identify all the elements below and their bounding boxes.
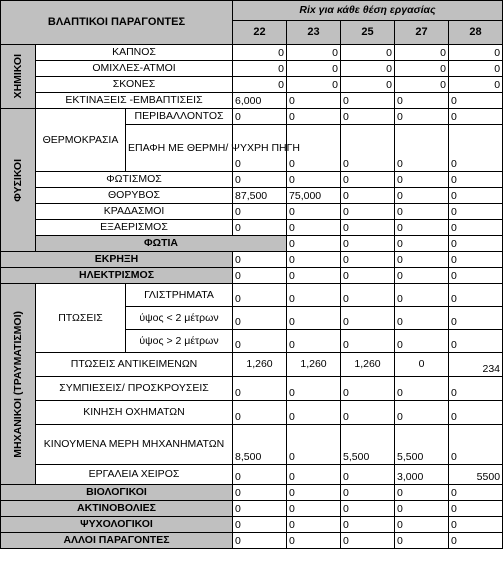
value-cell: 0 [233, 109, 287, 125]
factor-label: ΕΚΤΙΝΑΞΕΙΣ -ΕΜΒΑΠΤΙΣΕΙΣ [36, 93, 233, 109]
value-cell: 0 [341, 330, 395, 353]
factor-label: ΗΛΕΚΤΡΙΣΜΟΣ [1, 268, 233, 284]
value-cell: 0 [395, 172, 449, 188]
factor-label: ΚΡΑΔΑΣΜΟΙ [36, 204, 233, 220]
group-row [1, 252, 503, 268]
value-cell: 0 [233, 401, 287, 425]
value-cell: 0 [395, 517, 449, 533]
table-row [1, 45, 503, 61]
value-cell: 0 [233, 465, 287, 485]
factor-label: ΚΑΠΝΟΣ [36, 45, 233, 61]
group-row [1, 268, 503, 284]
value-cell: 0 [287, 425, 341, 465]
value-cell: 0 [449, 268, 503, 284]
value-cell: 0 [287, 307, 341, 330]
value-cell: 0 [233, 307, 287, 330]
value-cell: 0 [449, 284, 503, 307]
value-cell: 0 [341, 307, 395, 330]
value-cell: 0 [341, 109, 395, 125]
table-row [1, 284, 503, 307]
value-cell: 0 [395, 377, 449, 401]
temperature-label: ΘΕΡΜΟΚΡΑΣΙΑ [36, 109, 126, 172]
value-cell: 0 [233, 268, 287, 284]
factor-label: ύψος < 2 μέτρων [126, 307, 233, 330]
value-cell: 0 [395, 330, 449, 353]
value-cell: 0 [449, 204, 503, 220]
value-cell: 0 [395, 77, 449, 93]
table-row [1, 220, 503, 236]
value-cell: 0 [341, 284, 395, 307]
value-cell: 0 [449, 485, 503, 501]
value-cell: 0 [395, 353, 449, 377]
value-cell: 1,260 [233, 353, 287, 377]
value-cell: 0 [287, 268, 341, 284]
value-cell: 0 [395, 268, 449, 284]
value-cell: 0 [233, 284, 287, 307]
value-cell: 5,500 [341, 425, 395, 465]
value-cell: 5,500 [395, 425, 449, 465]
value-cell: 0 [341, 188, 395, 204]
value-cell: 1,260 [287, 353, 341, 377]
value-cell: 0 [395, 284, 449, 307]
value-cell: 0 [233, 330, 287, 353]
category-label [1, 109, 36, 252]
falls-label: ΠΤΩΣΕΙΣ [36, 284, 126, 353]
value-cell: 0 [395, 188, 449, 204]
table-row [1, 77, 503, 93]
table-row [1, 188, 503, 204]
value-cell: 0 [341, 93, 395, 109]
value-cell: 0 [449, 252, 503, 268]
value-cell: 0 [341, 61, 395, 77]
value-cell: 0 [341, 533, 395, 549]
position-header: 28 [449, 21, 503, 45]
value-cell: 0 [449, 330, 503, 353]
category-label [1, 284, 36, 485]
factor-label: ΕΡΓΑΛΕΙΑ ΧΕΙΡΟΣ [36, 465, 233, 485]
value-cell: 0 [233, 220, 287, 236]
table-row [1, 465, 503, 485]
value-cell: 0 [449, 517, 503, 533]
category-label-text: ΧΗΜΙΚΟΙ [11, 54, 24, 99]
table-row [1, 425, 503, 465]
value-cell: 0 [233, 533, 287, 549]
value-cell: 1,260 [341, 353, 395, 377]
group-row [1, 501, 503, 517]
value-cell: 0 [287, 252, 341, 268]
value-cell: 0 [341, 501, 395, 517]
value-cell: 87,500 [233, 188, 287, 204]
value-cell: 0 [395, 236, 449, 252]
value-cell: 75,000 [287, 188, 341, 204]
value-cell: 0 [449, 109, 503, 125]
position-header: 22 [233, 21, 287, 45]
value-cell: 234 [449, 353, 503, 377]
group-row [1, 517, 503, 533]
value-cell: 5500 [449, 465, 503, 485]
value-cell: 0 [395, 125, 449, 172]
value-cell: 0 [287, 533, 341, 549]
table-row [1, 377, 503, 401]
value-cell: 0 [287, 77, 341, 93]
category-label [1, 45, 36, 109]
value-cell: 0 [287, 109, 341, 125]
factor-label: ΘΟΡΥΒΟΣ [36, 188, 233, 204]
value-cell: 0 [233, 172, 287, 188]
value-cell: 0 [287, 204, 341, 220]
value-cell: 0 [395, 204, 449, 220]
value-cell: 0 [449, 533, 503, 549]
table-row [1, 353, 503, 377]
factor-label: ΑΚΤΙΝΟΒΟΛΙΕΣ [1, 501, 233, 517]
position-header: 25 [341, 21, 395, 45]
position-header: 27 [395, 21, 449, 45]
value-cell: 0 [233, 45, 287, 61]
value-cell: 0 [449, 401, 503, 425]
value-cell: 0 [395, 61, 449, 77]
factor-label: ΓΛΙΣΤΡΗΜΑΤΑ [126, 284, 233, 307]
factor-label: ύψος > 2 μέτρων [126, 330, 233, 353]
value-cell: 0 [449, 61, 503, 77]
factor-label: ΚΙΝΟΥΜΕΝΑ ΜΕΡΗ ΜΗΧΑΝΗΜΑΤΩΝ [36, 425, 233, 465]
value-cell: 0 [287, 330, 341, 353]
value-cell: 0 [449, 125, 503, 172]
value-cell: 0 [287, 377, 341, 401]
value-cell: 0 [449, 501, 503, 517]
value-cell: 0 [449, 172, 503, 188]
value-cell: 0 [233, 252, 287, 268]
value-cell: 0 [341, 125, 395, 172]
table-body [1, 1, 503, 549]
table-row [1, 109, 503, 125]
value-cell: 0 [449, 425, 503, 465]
value-cell: 0 [287, 220, 341, 236]
group-row [1, 236, 503, 252]
value-cell: 0 [233, 61, 287, 77]
value-cell: 8,500 [233, 425, 287, 465]
value-cell: 0 [395, 485, 449, 501]
value-cell: 0 [341, 377, 395, 401]
factor-label: ΕΚΡΗΞΗ [1, 252, 233, 268]
value-cell: 0 [287, 401, 341, 425]
value-cell: 0 [233, 485, 287, 501]
factor-label: ΕΠΑΦΗ ΜΕ ΘΕΡΜΗ/ ΨΥΧΡΗ ΠΗΓΗ [126, 125, 233, 172]
value-cell: 3,000 [395, 465, 449, 485]
value-cell: 0 [341, 172, 395, 188]
value-cell: 0 [395, 93, 449, 109]
value-cell: 0 [449, 77, 503, 93]
value-cell: 0 [449, 307, 503, 330]
factor-label: ΒΙΟΛΟΓΙΚΟΙ [1, 485, 233, 501]
position-header: 23 [287, 21, 341, 45]
value-cell: 0 [395, 501, 449, 517]
factor-label: ΟΜΙΧΛΕΣ-ΑΤΜΟΙ [36, 61, 233, 77]
value-cell: 6,000 [233, 93, 287, 109]
value-cell: 0 [287, 236, 341, 252]
factor-label: ΣΥΜΠΙΕΣΕΙΣ/ ΠΡΟΣΚΡΟΥΣΕΙΣ [36, 377, 233, 401]
value-cell: 0 [341, 220, 395, 236]
factor-label: ΠΤΩΣΕΙΣ ΑΝΤΙΚΕΙΜΕΝΩΝ [36, 353, 233, 377]
value-cell: 0 [341, 268, 395, 284]
factor-label: ΦΩΤΙΑ [36, 236, 287, 252]
value-cell: 0 [341, 77, 395, 93]
value-cell: 0 [395, 252, 449, 268]
value-cell: 0 [287, 485, 341, 501]
value-cell: 0 [287, 501, 341, 517]
value-cell: 0 [395, 45, 449, 61]
group-row [1, 485, 503, 501]
value-cell: 0 [287, 61, 341, 77]
header-row [1, 1, 503, 21]
value-cell: 0 [233, 204, 287, 220]
value-cell: 0 [287, 465, 341, 485]
value-cell: 0 [449, 220, 503, 236]
value-cell: 0 [395, 307, 449, 330]
factor-label: ΦΩΤΙΣΜΟΣ [36, 172, 233, 188]
table-row [1, 61, 503, 77]
table-row [1, 204, 503, 220]
factor-label: ΠΕΡΙΒΑΛΛΟΝΤΟΣ [126, 109, 233, 125]
factor-label: ΨΥΧΟΛΟΓΙΚΟΙ [1, 517, 233, 533]
value-cell: 0 [449, 188, 503, 204]
value-cell: 0 [287, 172, 341, 188]
value-cell: 0 [395, 401, 449, 425]
value-cell: 0 [395, 533, 449, 549]
table-row [1, 401, 503, 425]
value-cell: 0 [287, 517, 341, 533]
value-cell: 0 [233, 125, 287, 172]
value-cell: 0 [449, 236, 503, 252]
group-row [1, 533, 503, 549]
value-cell: 0 [341, 517, 395, 533]
value-cell: 0 [233, 517, 287, 533]
value-cell: 0 [287, 45, 341, 61]
category-label-text: ΦΥΣΙΚΟΙ [11, 158, 24, 202]
factor-label: ΚΙΝΗΣΗ ΟΧΗΜΑΤΩΝ [36, 401, 233, 425]
value-cell: 0 [449, 377, 503, 401]
value-cell: 0 [341, 485, 395, 501]
table-row [1, 93, 503, 109]
value-cell: 0 [233, 501, 287, 517]
value-cell: 0 [395, 109, 449, 125]
value-cell: 0 [341, 45, 395, 61]
value-cell: 0 [233, 377, 287, 401]
value-cell: 0 [287, 93, 341, 109]
value-cell: 0 [287, 125, 341, 172]
factor-label: ΣΚΟΝΕΣ [36, 77, 233, 93]
table-row [1, 172, 503, 188]
value-cell: 0 [341, 401, 395, 425]
value-cell: 0 [449, 93, 503, 109]
value-cell: 0 [341, 204, 395, 220]
risk-title: Rix για κάθε θέση εργασίας [233, 1, 503, 21]
category-label-text: ΜΗΧΑΝΙΚΟΙ (ΤΡΑΥΜΑΤΙΣΜΟΙ) [11, 310, 24, 458]
value-cell: 0 [233, 77, 287, 93]
value-cell: 0 [341, 236, 395, 252]
value-cell: 0 [341, 252, 395, 268]
factor-label: ΑΛΛΟΙ ΠΑΡΑΓΟΝΤΕΣ [1, 533, 233, 549]
value-cell: 0 [341, 465, 395, 485]
value-cell: 0 [395, 220, 449, 236]
value-cell: 0 [287, 284, 341, 307]
factors-title: ΒΛΑΠΤΙΚΟΙ ΠΑΡΑΓΟΝΤΕΣ [1, 1, 233, 45]
value-cell: 0 [449, 45, 503, 61]
factor-label: ΕΞΑΕΡΙΣΜΟΣ [36, 220, 233, 236]
